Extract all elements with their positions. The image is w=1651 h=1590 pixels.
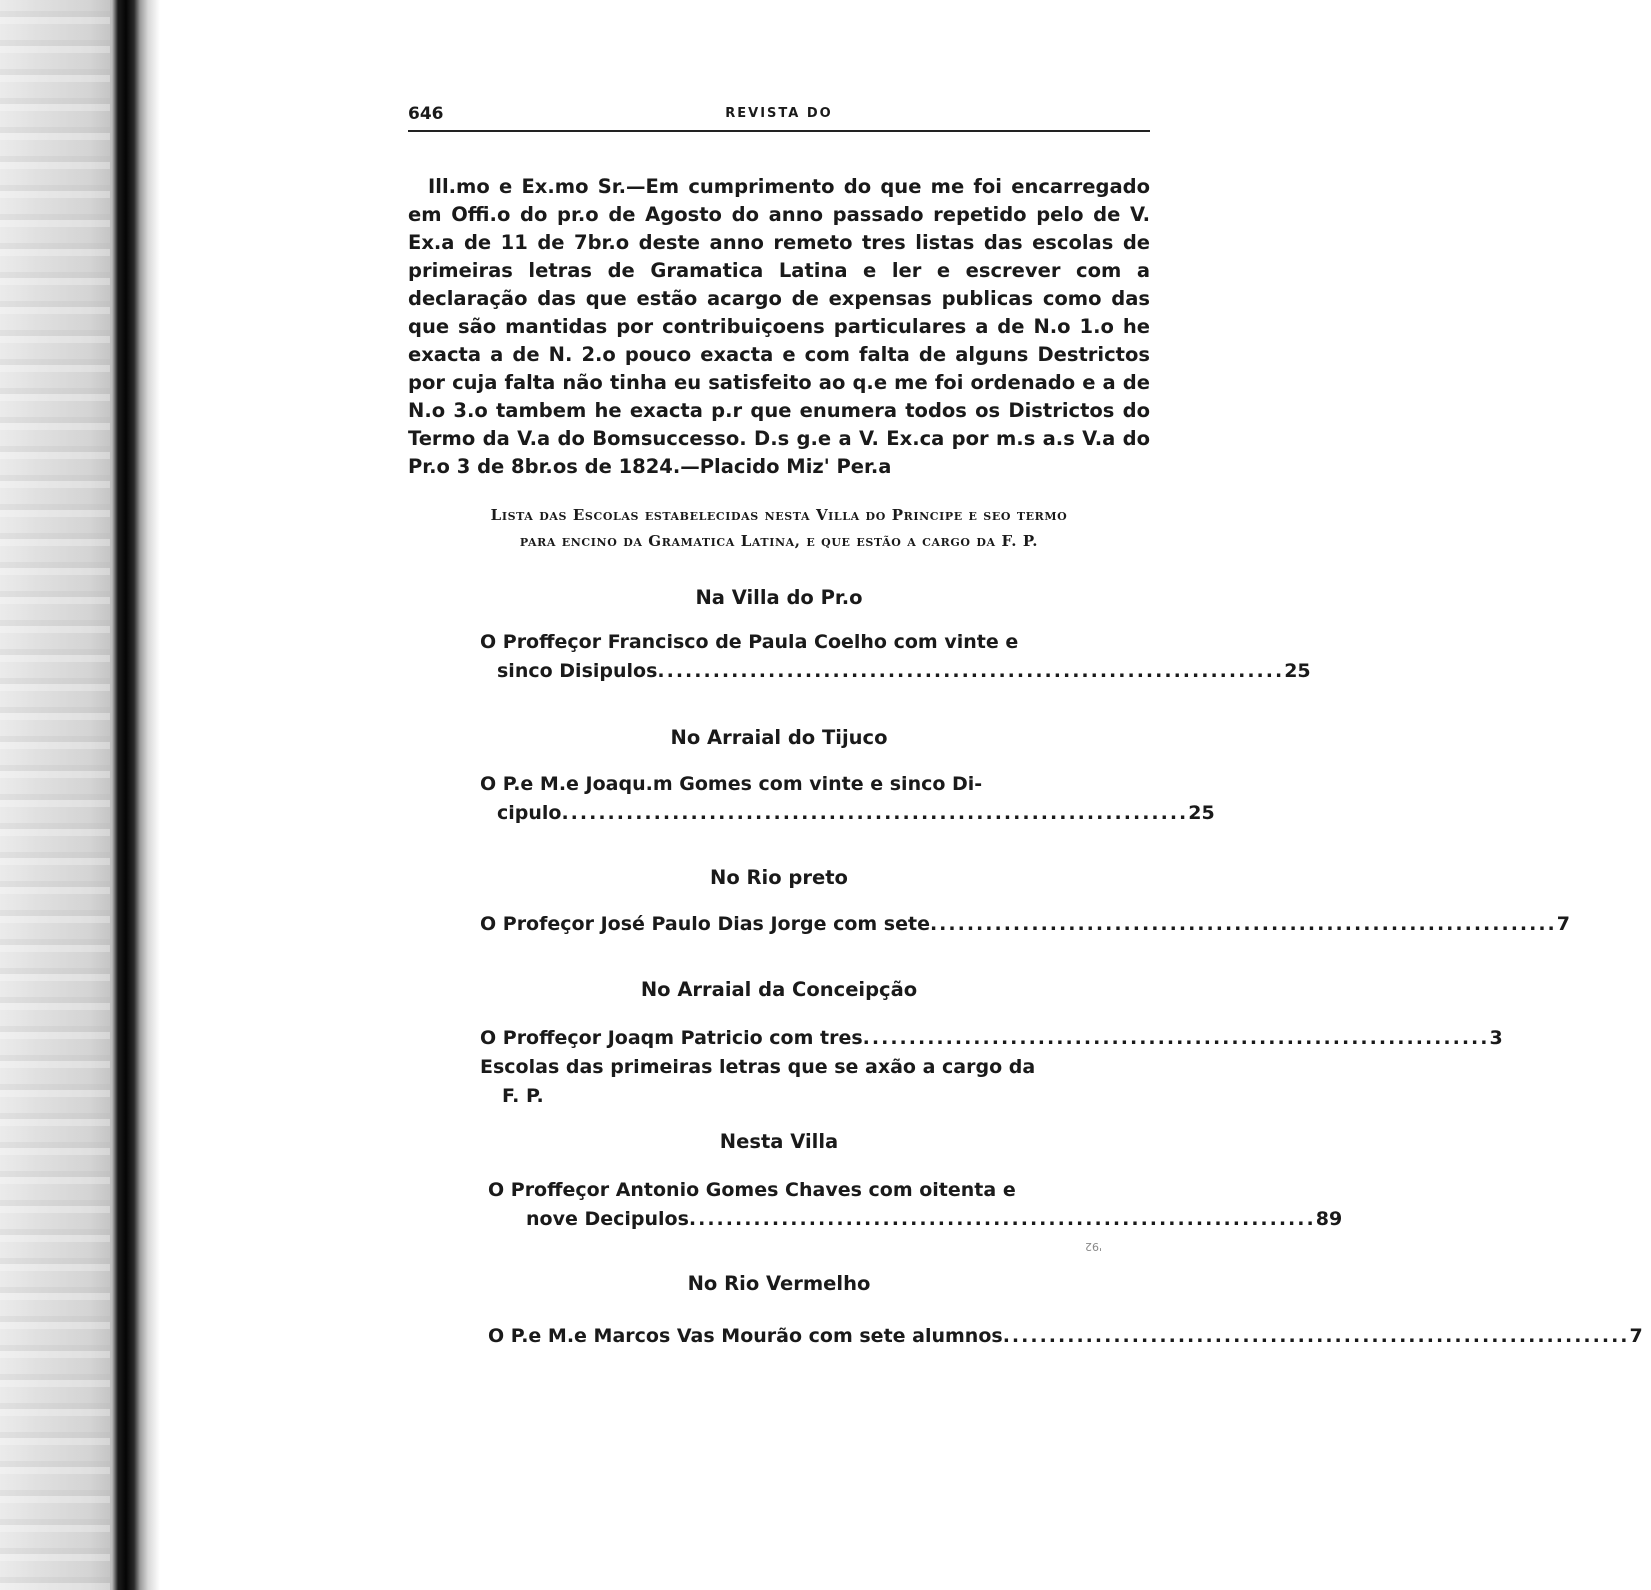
list-heading (408, 502, 1150, 554)
entry-text-continued: cipulo (497, 802, 562, 824)
leader-dots: .................................................................... (862, 1027, 1490, 1049)
entry-text: O P.e M.e Joaqu.m Gomes com vinte e sinco Di- (480, 773, 983, 795)
entry-note-continued: F. P. (502, 1085, 544, 1107)
list-heading-line-1: Lista das Escolas estabelecidas nesta Villa do Principe e seo termo (490, 506, 1068, 524)
leader-dots: .................................................................... (1002, 1325, 1630, 1347)
entry-text-continued: sinco Disipulos (497, 660, 658, 682)
leader-dots: .................................................................... (561, 802, 1189, 824)
section-title: No Arraial da Conceipção (640, 978, 918, 1001)
header-rule (408, 130, 1150, 132)
list-entry (480, 628, 1311, 686)
running-head: REVISTA DO (725, 106, 833, 121)
entry-amount: 7 (1629, 1325, 1643, 1347)
list-entry (480, 1024, 1503, 1111)
entry-amount: 25 (1284, 660, 1311, 682)
section-title: Nesta Villa (719, 1130, 839, 1153)
list-entry (480, 910, 1571, 939)
entry-amount: 3 (1489, 1027, 1503, 1049)
entry-text: O Profeçor José Paulo Dias Jorge com sete (480, 913, 930, 935)
leader-dots: .................................................................... (688, 1208, 1316, 1230)
entry-text: O P.e M.e Marcos Vas Mourão com sete alumnos (488, 1325, 1003, 1347)
entry-text: O Proffeçor Antonio Gomes Chaves com oitenta e (488, 1179, 1016, 1201)
leader-dots: .................................................................... (929, 913, 1557, 935)
list-heading-line-2: para encino da Gramatica Latina, e que estão a cargo da F. P. (519, 532, 1039, 550)
leader-dots: .................................................................... (657, 660, 1285, 682)
list-entry (480, 1176, 1343, 1234)
section-title: No Arraial do Tijuco (670, 726, 888, 749)
entry-amount: 25 (1188, 802, 1215, 824)
section-title: Na Villa do Pr.o (695, 586, 863, 609)
list-entry (480, 1322, 1643, 1351)
entry-note: Escolas das primeiras letras que se axão a cargo da (480, 1056, 1036, 1078)
entry-amount: 89 (1315, 1208, 1343, 1230)
list-entry (480, 770, 1215, 828)
entry-text: O Proffeçor Joaqm Patricio com tres (480, 1027, 863, 1049)
entry-text: O Proffeçor Francisco de Paula Coelho com vinte e (480, 631, 1019, 653)
section-title: No Rio Vermelho (687, 1272, 871, 1295)
page-header (408, 100, 1150, 134)
section-title: No Rio preto (710, 866, 848, 889)
page-number: 646 (408, 104, 444, 124)
letter-paragraph: Ill.mo e Ex.mo Sr.—Em cumprimento do que me foi encarregado em Offi.o do pr.o de Agosto do anno passado repetido pelo de V. Ex.a de 11 de 7br.o deste anno remeto tres listas das escolas de primeiras letras de Gramatica Latina e ler e escrever com a declaração das que estão acargo de expensas publicas como das que são mantidas por contribuiçoens particulares a de N.o 1.o he exacta a de N. 2.o pouco exacta e com falta de alguns Destrictos por cuja falta não tinha eu satisfeito ao q.e me foi ordenado e a de N.o 3.o tambem he exacta p.r que enumera todos os Districtos do Termo da V.a do Bomsuccesso. D.s g.e a V. Ex.ca por m.s a.s V.a do Pr.o 3 de 8br.os de 1824.—Placido Miz' Per.a (408, 174, 1150, 478)
entry-text-continued: nove Decipulos (526, 1208, 689, 1230)
entry-amount: 7 (1556, 913, 1571, 935)
bleed-through-text: '92 (1085, 1240, 1103, 1253)
